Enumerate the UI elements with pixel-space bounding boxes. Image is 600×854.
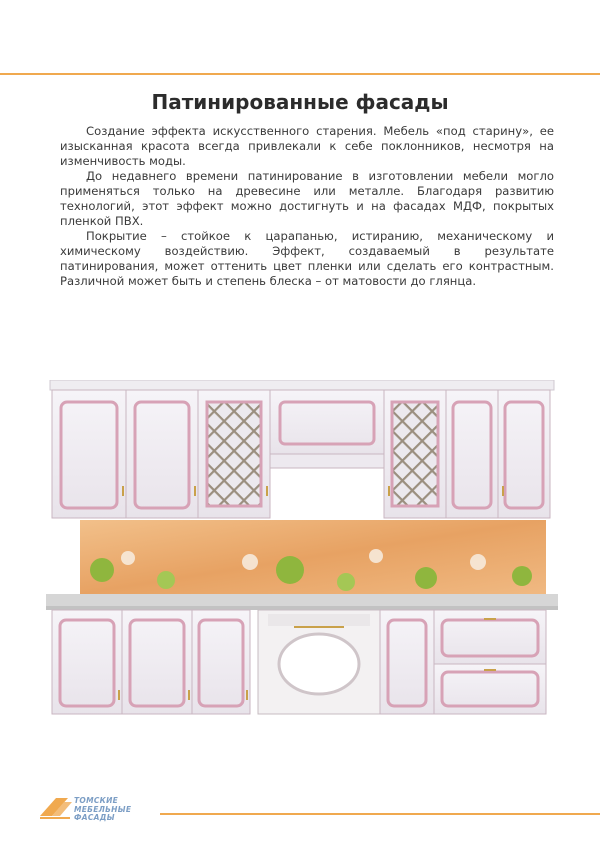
paragraph-3: Покрытие – стойкое к царапанью, истиранию, механическому и химическому воздействию. Эффект, создаваемый в результате патинирования, может оттенить цвет пленки или сделать его контрастным. Различной может быть и степень блеска – от матовости до глянца. [60, 229, 554, 288]
page-title: Патинированные фасады [151, 90, 449, 114]
backsplash [80, 520, 546, 594]
logo-line-1: ТОМСКИЕ [74, 796, 119, 805]
paragraph-2: До недавнего времени патинирование в изготовлении мебели могло применяться только на древесине или металле. Благодаря развитию технологий, этот эффект можно достигнуть и на фасадах МДФ, покрытых пленкой ПВХ. [60, 169, 554, 228]
logo-line-3: ФАСАДЫ [74, 813, 115, 822]
company-logo-text [74, 797, 131, 823]
kitchen-illustration [46, 380, 558, 720]
header-rule [0, 73, 600, 75]
paragraph-1: Создание эффекта искусственного старения. Мебель «под старину», ее изысканная красота всегда привлекали к себе поклонников, несмотря на изменчивость моды. [60, 124, 554, 168]
body-text [60, 124, 554, 289]
base-cabinets [52, 610, 546, 714]
footer-rule [160, 813, 600, 815]
logo-line-2: МЕБЕЛЬНЫЕ [74, 804, 132, 814]
upper-cabinets [52, 390, 550, 518]
